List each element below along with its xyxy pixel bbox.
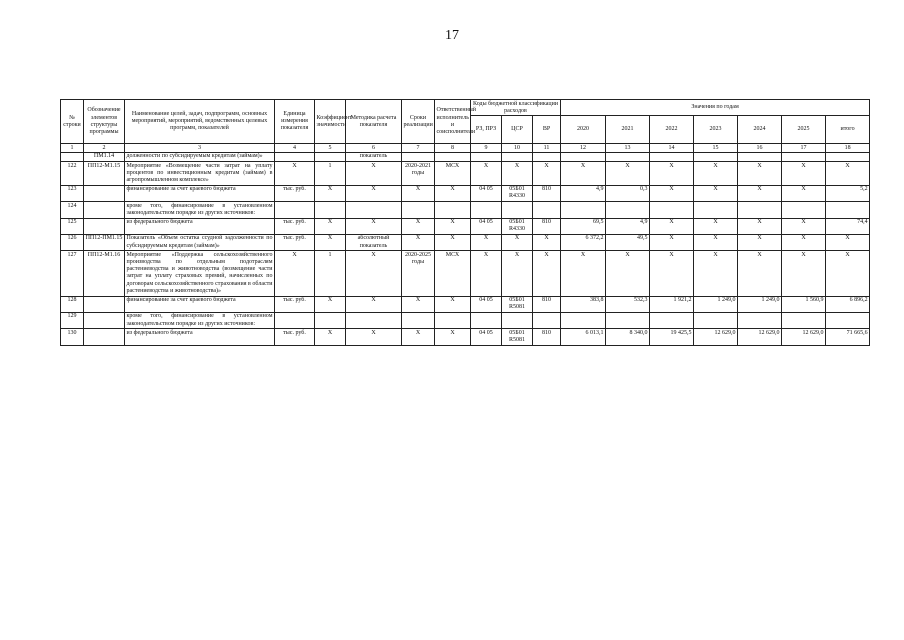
terms-cell (402, 202, 435, 218)
unit-cell: Х (275, 251, 315, 296)
vr-cell (533, 312, 561, 328)
value-2020-cell: 69,5 (561, 218, 606, 234)
vr-cell: 810 (533, 329, 561, 345)
column-number: 5 (315, 144, 346, 153)
csr-cell: 05Б01 R5081 (502, 296, 533, 312)
column-number: 3 (125, 144, 275, 153)
vr-cell: Х (533, 251, 561, 296)
method-cell: показатель (346, 152, 402, 161)
name-cell: кроме того, финансирование в установленном законодательством порядке из других источников: (125, 202, 275, 218)
unit-cell: тыс. руб. (275, 329, 315, 345)
vr-cell: 810 (533, 185, 561, 201)
terms-cell: 2020-2021 годы (402, 162, 435, 186)
method-cell: Х (346, 329, 402, 345)
value-2023-cell: Х (694, 162, 738, 186)
executor-cell: Х (435, 185, 471, 201)
csr-cell: Х (502, 251, 533, 296)
table-row (61, 329, 870, 345)
rz-prz-cell: Х (471, 162, 502, 186)
unit-cell (275, 312, 315, 328)
name-cell: Показатель «Объем остатка ссудной задолженности по субсидируемым кредитам (займам)» (125, 234, 275, 250)
csr-cell: Х (502, 234, 533, 250)
column-number: 10 (502, 144, 533, 153)
value-2021-cell: 4,9 (606, 218, 650, 234)
terms-cell: 2020-2025 годы (402, 251, 435, 296)
value-2023-cell (694, 152, 738, 161)
value-2021-cell: 49,5 (606, 234, 650, 250)
table-row (61, 162, 870, 186)
unit-cell: тыс. руб. (275, 218, 315, 234)
value-2021-cell (606, 202, 650, 218)
coefficient-cell (315, 312, 346, 328)
executor-cell (435, 202, 471, 218)
coefficient-cell: Х (315, 185, 346, 201)
value-2024-cell: Х (738, 162, 782, 186)
vr-cell: Х (533, 162, 561, 186)
row-number-cell: 129 (61, 312, 84, 328)
row-number-cell: 126 (61, 234, 84, 250)
table-row (61, 218, 870, 234)
header-unit: Единица измерения показателя (275, 100, 315, 144)
value-2022-cell: Х (650, 234, 694, 250)
value-2025-cell: 1 560,9 (782, 296, 826, 312)
executor-cell: Х (435, 234, 471, 250)
executor-cell: Х (435, 296, 471, 312)
rz-prz-cell (471, 312, 502, 328)
rz-prz-cell: Х (471, 234, 502, 250)
name-cell: финансирование за счет краевого бюджета (125, 185, 275, 201)
vr-cell: 810 (533, 218, 561, 234)
value-2020-cell (561, 152, 606, 161)
method-cell: Х (346, 162, 402, 186)
row-number-cell (61, 152, 84, 161)
table-row (61, 312, 870, 328)
value-total-cell: Х (826, 162, 870, 186)
coefficient-cell: Х (315, 329, 346, 345)
name-cell: Мероприятие «Поддержка сельскохозяйственного производства по отдельным подотраслям растениеводства и животноводства (возмещение части затрат на уплату страховых премий, начисленных по договорам сельскохозяйственного страхования в области растениеводства и животноводства)» (125, 251, 275, 296)
header-row-no: № строки (61, 100, 84, 144)
value-total-cell: Х (826, 234, 870, 250)
value-2023-cell: 12 629,0 (694, 329, 738, 345)
value-2022-cell: 1 921,2 (650, 296, 694, 312)
column-number: 4 (275, 144, 315, 153)
value-2023-cell: Х (694, 234, 738, 250)
name-cell: долженности по субсидируемым кредитам (займам)» (125, 152, 275, 161)
table-row (61, 202, 870, 218)
designation-cell: ПП12-М1.16 (84, 251, 125, 296)
value-2020-cell: 383,8 (561, 296, 606, 312)
column-number: 18 (826, 144, 870, 153)
csr-cell: 05Б01 R4330 (502, 185, 533, 201)
header-name: Наименование целей, задач, подпрограмм, основных мероприятий, мероприятий, ведомственных целевых программ, показателей (125, 100, 275, 144)
method-cell: Х (346, 251, 402, 296)
executor-cell: Х (435, 329, 471, 345)
value-2025-cell (782, 312, 826, 328)
value-2025-cell: Х (782, 185, 826, 201)
row-number-cell: 123 (61, 185, 84, 201)
value-2023-cell (694, 312, 738, 328)
value-2020-cell: 4,9 (561, 185, 606, 201)
header-total: итого (826, 116, 870, 144)
designation-cell (84, 185, 125, 201)
column-number: 8 (435, 144, 471, 153)
name-cell: из федерального бюджета (125, 329, 275, 345)
terms-cell (402, 152, 435, 161)
value-2025-cell: Х (782, 251, 826, 296)
column-number: 17 (782, 144, 826, 153)
value-2020-cell (561, 312, 606, 328)
unit-cell (275, 152, 315, 161)
header-values-by-year: Значения по годам (561, 100, 870, 116)
csr-cell (502, 202, 533, 218)
executor-cell (435, 312, 471, 328)
csr-cell: 05Б01 R4330 (502, 218, 533, 234)
csr-cell: Х (502, 162, 533, 186)
executor-cell: МСХ (435, 162, 471, 186)
coefficient-cell: Х (315, 234, 346, 250)
column-number: 13 (606, 144, 650, 153)
column-number: 12 (561, 144, 606, 153)
value-2022-cell: Х (650, 185, 694, 201)
value-2022-cell: 19 425,5 (650, 329, 694, 345)
column-number: 1 (61, 144, 84, 153)
value-total-cell: 74,4 (826, 218, 870, 234)
header-year: 2025 (782, 116, 826, 144)
value-2024-cell: 1 249,0 (738, 296, 782, 312)
value-total-cell: 5,2 (826, 185, 870, 201)
row-number-cell: 124 (61, 202, 84, 218)
value-2021-cell (606, 152, 650, 161)
header-csr: ЦСР (502, 116, 533, 144)
column-number: 2 (84, 144, 125, 153)
value-total-cell (826, 152, 870, 161)
coefficient-cell: Х (315, 296, 346, 312)
table-header (61, 100, 870, 153)
value-2022-cell (650, 312, 694, 328)
method-cell (346, 202, 402, 218)
executor-cell (435, 152, 471, 161)
value-2021-cell: 0,3 (606, 185, 650, 201)
rz-prz-cell: 04 05 (471, 329, 502, 345)
column-number-row (61, 144, 870, 153)
coefficient-cell: 1 (315, 162, 346, 186)
rz-prz-cell: 04 05 (471, 296, 502, 312)
name-cell: кроме того, финансирование в установленном законодательством порядке из других источников: (125, 312, 275, 328)
vr-cell (533, 152, 561, 161)
value-2021-cell: 532,3 (606, 296, 650, 312)
value-2023-cell: Х (694, 185, 738, 201)
value-total-cell (826, 312, 870, 328)
header-year: 2024 (738, 116, 782, 144)
column-number: 6 (346, 144, 402, 153)
name-cell: Мероприятие «Возмещение части затрат на уплату процентов по инвестиционным кредитам (займам) в агропромышленном комплексе» (125, 162, 275, 186)
coefficient-cell (315, 202, 346, 218)
value-total-cell: 6 896,2 (826, 296, 870, 312)
rz-prz-cell: 04 05 (471, 185, 502, 201)
terms-cell: Х (402, 185, 435, 201)
terms-cell: Х (402, 218, 435, 234)
table-body (61, 152, 870, 345)
value-2020-cell: Х (561, 251, 606, 296)
rz-prz-cell: Х (471, 251, 502, 296)
unit-cell: тыс. руб. (275, 296, 315, 312)
executor-cell: МСХ (435, 251, 471, 296)
value-2022-cell (650, 202, 694, 218)
value-2020-cell: Х (561, 162, 606, 186)
value-2022-cell: Х (650, 162, 694, 186)
name-cell: из федерального бюджета (125, 218, 275, 234)
method-cell: Х (346, 218, 402, 234)
csr-cell: 05Б01 R5081 (502, 329, 533, 345)
header-year: 2020 (561, 116, 606, 144)
value-total-cell: Х (826, 251, 870, 296)
value-2024-cell: Х (738, 185, 782, 201)
row-number-cell: 122 (61, 162, 84, 186)
column-number: 7 (402, 144, 435, 153)
rz-prz-cell (471, 202, 502, 218)
row-number-cell: 128 (61, 296, 84, 312)
column-number: 9 (471, 144, 502, 153)
designation-cell: ПМ1.14 (84, 152, 125, 161)
header-method: Методика расчета показателя (346, 100, 402, 144)
method-cell: Х (346, 296, 402, 312)
value-2024-cell: 12 629,0 (738, 329, 782, 345)
method-cell: Х (346, 185, 402, 201)
header-year: 2023 (694, 116, 738, 144)
column-number: 15 (694, 144, 738, 153)
executor-cell: Х (435, 218, 471, 234)
value-2021-cell: Х (606, 162, 650, 186)
value-2025-cell (782, 152, 826, 161)
row-number-cell: 130 (61, 329, 84, 345)
value-total-cell: 71 665,6 (826, 329, 870, 345)
table-row (61, 296, 870, 312)
coefficient-cell: Х (315, 218, 346, 234)
value-2025-cell: Х (782, 218, 826, 234)
row-number-cell: 127 (61, 251, 84, 296)
table-row (61, 251, 870, 296)
column-number: 14 (650, 144, 694, 153)
header-vr: ВР (533, 116, 561, 144)
header-terms: Сроки реализации (402, 100, 435, 144)
value-2024-cell: Х (738, 218, 782, 234)
value-2023-cell: 1 249,0 (694, 296, 738, 312)
designation-cell (84, 329, 125, 345)
unit-cell (275, 202, 315, 218)
csr-cell (502, 312, 533, 328)
value-2023-cell: Х (694, 218, 738, 234)
value-2021-cell: 8 340,0 (606, 329, 650, 345)
header-rz-prz: РЗ, ПРЗ (471, 116, 502, 144)
coefficient-cell (315, 152, 346, 161)
value-2025-cell: 12 629,0 (782, 329, 826, 345)
value-2021-cell (606, 312, 650, 328)
value-2020-cell: 6 372,2 (561, 234, 606, 250)
table-row (61, 152, 870, 161)
unit-cell: тыс. руб. (275, 185, 315, 201)
coefficient-cell: 1 (315, 251, 346, 296)
header-year: 2021 (606, 116, 650, 144)
value-2025-cell: Х (782, 162, 826, 186)
vr-cell: 810 (533, 296, 561, 312)
value-2024-cell: Х (738, 251, 782, 296)
value-2024-cell (738, 312, 782, 328)
value-2022-cell: Х (650, 218, 694, 234)
vr-cell (533, 202, 561, 218)
designation-cell (84, 202, 125, 218)
value-2023-cell (694, 202, 738, 218)
value-2024-cell (738, 202, 782, 218)
vr-cell: Х (533, 234, 561, 250)
value-2022-cell: Х (650, 251, 694, 296)
method-cell: абсолютный показатель (346, 234, 402, 250)
value-2020-cell (561, 202, 606, 218)
header-designation: Обозначение элементов структуры программы (84, 100, 125, 144)
designation-cell (84, 312, 125, 328)
value-2025-cell (782, 202, 826, 218)
header-budget-codes: Коды бюджетной классификации расходов (471, 100, 561, 116)
method-cell (346, 312, 402, 328)
unit-cell: тыс. руб. (275, 234, 315, 250)
csr-cell (502, 152, 533, 161)
value-2022-cell (650, 152, 694, 161)
terms-cell: Х (402, 329, 435, 345)
value-2020-cell: 6 013,1 (561, 329, 606, 345)
column-number: 16 (738, 144, 782, 153)
table-row (61, 234, 870, 250)
terms-cell: Х (402, 296, 435, 312)
designation-cell: ПП12-М1.15 (84, 162, 125, 186)
table-row (61, 185, 870, 201)
header-coefficient: Коэффициент значимости (315, 100, 346, 144)
value-2025-cell: Х (782, 234, 826, 250)
terms-cell: Х (402, 234, 435, 250)
value-2024-cell (738, 152, 782, 161)
designation-cell: ПП12-ПМ1.15 (84, 234, 125, 250)
column-number: 11 (533, 144, 561, 153)
value-2023-cell: Х (694, 251, 738, 296)
value-total-cell (826, 202, 870, 218)
value-2024-cell: Х (738, 234, 782, 250)
value-2021-cell: Х (606, 251, 650, 296)
designation-cell (84, 296, 125, 312)
terms-cell (402, 312, 435, 328)
row-number-cell: 125 (61, 218, 84, 234)
rz-prz-cell (471, 152, 502, 161)
budget-program-table (60, 99, 870, 346)
page-number: 17 (445, 28, 459, 43)
designation-cell (84, 218, 125, 234)
unit-cell: Х (275, 162, 315, 186)
rz-prz-cell: 04 05 (471, 218, 502, 234)
name-cell: финансирование за счет краевого бюджета (125, 296, 275, 312)
header-year: 2022 (650, 116, 694, 144)
header-executor: Ответственный исполнитель и соисполнители (435, 100, 471, 144)
